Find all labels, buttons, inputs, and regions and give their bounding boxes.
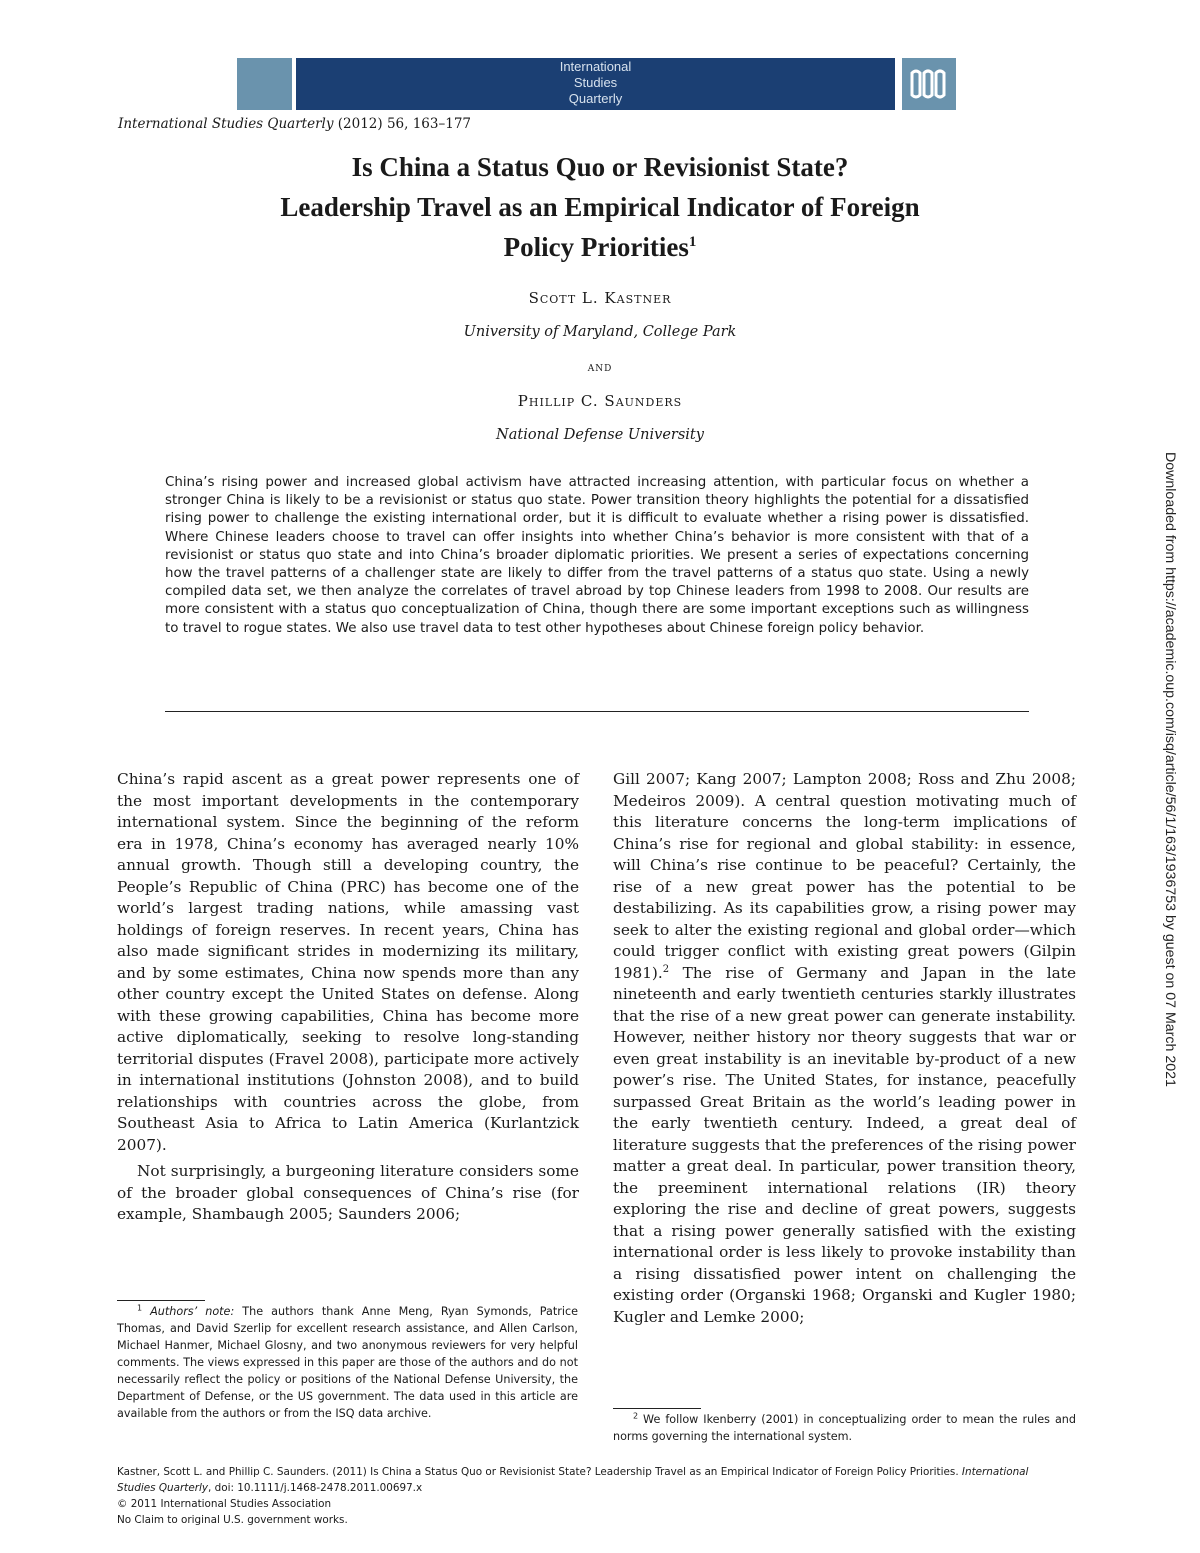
footnote-1-text: The authors thank Anne Meng, Ryan Symonds, Patrice Thomas, and David Szerlip for excellent research assistance, and Allen Carlson, Michael Hanmer, Michael Glosny, and two anonymous reviewers for very helpful comments. The views expressed in this paper are those of the authors and do not necessarily reflect the policy or positions of the National Defense University, the Department of Defense, or the US government. The data used in this article are available from the authors or from the ISQ data archive. bbox=[117, 1305, 578, 1420]
citation-text: Kastner, Scott L. and Phillip C. Saunders. (2011) Is China a Status Quo or Revisionist State? Leadership Travel as an Empirical Indicator of Foreign Policy Priorities. bbox=[117, 1466, 962, 1478]
claim-line: No Claim to original U.S. government works. bbox=[117, 1514, 348, 1526]
citation-line-1 bbox=[117, 1464, 1077, 1480]
banner-accent-square bbox=[237, 58, 292, 110]
body-text: Gill 2007; Kang 2007; Lampton 2008; Ross and Zhu 2008; Medeiros 2009). A central question motivating much of this literature concerns the long-term implications of China’s rise for regional and global stability: in essence, will China’s rise continue to be peaceful? Certainly, the rise of a new great power has the potential to be destabilizing. As its capabilities grow, a rising power may seek to alter the existing regional and global order—which could trigger conflict with existing great powers (Gilpin 1981). bbox=[613, 770, 1076, 982]
affiliation-2: National Defense University bbox=[496, 427, 704, 443]
footnote-ref-2: 2 bbox=[662, 963, 670, 975]
body-paragraph: Not surprisingly, a burgeoning literature considers some of the broader global consequences of China’s rise (for example, Shambaugh 2005; Saunders 2006; bbox=[117, 1162, 579, 1223]
citation-volume: (2012) 56, 163–177 bbox=[333, 116, 472, 132]
download-watermark bbox=[1162, 452, 1182, 1352]
title-line3: Policy Priorities bbox=[503, 232, 689, 262]
isa-logo bbox=[902, 58, 956, 110]
body-paragraph: China’s rapid ascent as a great power represents one of the most important developments in the contemporary international system. Since the beginning of the reform era in 1978, China’s economy has averaged nearly 10% annual growth. Though still a developing country, the People’s Republic of China (PRC) has become one of the world’s largest trading nations, while amassing vast holdings of foreign reserves. In recent years, China has also made significant strides in modernizing its military, and by some estimates, China now spends more than any other country except the United States on defense. Along with these growing capabilities, China has become more active diplomatically, seeking to resolve long-standing territorial disputes (Fravel 2008), participate more actively in international institutions (Johnston 2008), and to build relationships with countries across the globe, from Southeast Asia to Africa to Latin America (Kurlantzick 2007). bbox=[117, 770, 579, 1154]
citation-journal: International Studies Quarterly bbox=[118, 116, 334, 132]
isa-logo-icon bbox=[902, 58, 956, 110]
footnote-rule-left bbox=[117, 1300, 205, 1301]
author-2: Phillip C. Saunders bbox=[517, 392, 683, 410]
footnote-1-label: Authors’ note: bbox=[150, 1305, 235, 1318]
footnote-2-number: 2 bbox=[633, 1411, 639, 1421]
journal-name-line2: Studies bbox=[573, 75, 618, 90]
citation-journal-part2: Studies Quarterly bbox=[117, 1482, 209, 1494]
abstract-divider bbox=[165, 711, 1029, 712]
citation-doi: , doi: 10.1111/j.1468-2478.2011.00697.x bbox=[208, 1482, 423, 1494]
copyright-line: © 2011 International Studies Association bbox=[117, 1498, 332, 1510]
footnote-2 bbox=[613, 1411, 1076, 1445]
footnote-2-text: We follow Ikenberry (2001) in conceptualizing order to mean the rules and norms governing the international system. bbox=[613, 1413, 1076, 1443]
article-title bbox=[110, 147, 1090, 267]
abstract: China’s rising power and increased global activism have attracted increasing attention, with particular focus on whether a stronger China is likely to be a revisionist or status quo state. Power transition theory highlights the potential for a dissatisfied rising power to challenge the existing international order, but it is difficult to evaluate whether a rising power is dissatisfied. Where Chinese leaders choose to travel can offer insights into whether China’s behavior is more consistent with that of a revisionist or status quo state and into China’s broader diplomatic priorities. We present a series of expectations concerning how the travel patterns of a challenger state are likely to differ from the travel patterns of a status quo state. Using a newly compiled data set, we then analyze the correlates of travel abroad by top Chinese leaders from 1998 to 2008. Our results are more consistent with a status quo conceptualization of China, though there are some important exceptions such as willingness to travel to rogue states. We also use travel data to test other hypotheses about Chinese foreign policy behavior. bbox=[165, 475, 1029, 636]
citation-line-2 bbox=[117, 1480, 1077, 1496]
download-watermark-text: Downloaded from https://academic.oup.com/isq/article/56/1/163/1936753 by guest on 07 March 2021 bbox=[1162, 452, 1178, 1087]
body-column-left bbox=[117, 769, 579, 1226]
journal-banner bbox=[296, 58, 895, 110]
author-conjunction: and bbox=[587, 360, 613, 375]
title-line1: Is China a Status Quo or Revisionist State? bbox=[351, 152, 849, 182]
citation-block bbox=[117, 1464, 1077, 1528]
affiliation-1: University of Maryland, College Park bbox=[463, 324, 737, 340]
title-line2: Leadership Travel as an Empirical Indicator of Foreign bbox=[280, 192, 920, 222]
journal-name-line1: International bbox=[559, 59, 632, 74]
footnote-rule-right bbox=[613, 1408, 701, 1409]
journal-citation bbox=[118, 116, 471, 132]
footnote-1-number: 1 bbox=[137, 1303, 143, 1313]
svg-text:ISA: ISA bbox=[928, 108, 930, 109]
journal-name-line3: Quarterly bbox=[568, 91, 623, 106]
body-paragraph bbox=[613, 769, 1076, 1328]
footnote-1 bbox=[117, 1303, 578, 1422]
title-line3-wrap bbox=[110, 227, 1090, 267]
title-footnote-mark: 1 bbox=[688, 234, 697, 250]
author-1: Scott L. Kastner bbox=[528, 289, 672, 307]
body-column-right bbox=[613, 769, 1076, 1328]
citation-journal-part1: International bbox=[961, 1466, 1029, 1478]
body-text: The rise of Germany and Japan in the late nineteenth and early twentieth centuries starkly illustrates that the rise of a new great power can generate instability. However, neither history nor theory suggests that war or even great instability is an inevitable by-product of a new power’s rise. The United States, for instance, peacefully surpassed Great Britain as the world’s leading power in the early twentieth century. Indeed, a great deal of literature suggests that the preferences of the rising power matter a great deal. In particular, power transition theory, the preeminent international relations (IR) theory exploring the rise and decline of great powers, suggests that a rising power generally satisfied with the existing international order is less likely to provoke instability than a rising dissatisfied power intent on challenging the existing order (Organski 1968; Organski and Kugler 1980; Kugler and Lemke 2000; bbox=[613, 963, 1076, 1326]
